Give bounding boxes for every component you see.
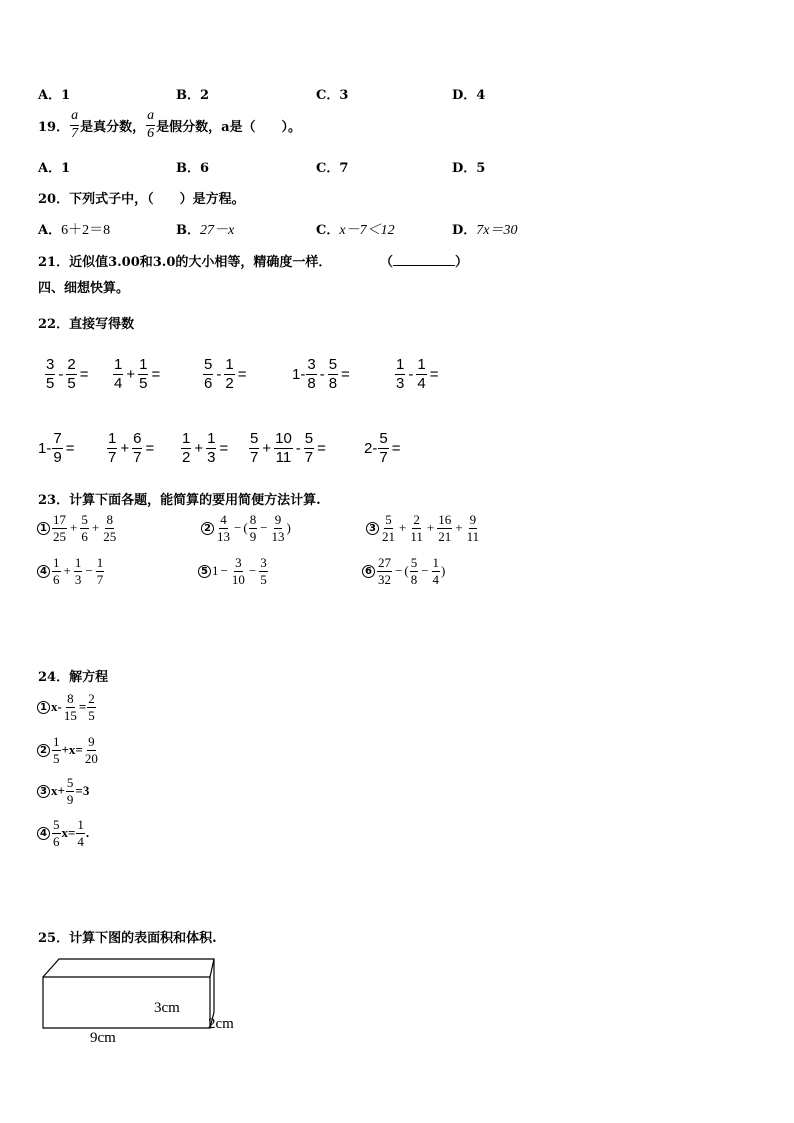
q24-eq3-den1: 9 <box>66 791 74 807</box>
q23-problem-6 <box>362 556 445 586</box>
q22-e6-eq: = <box>65 439 75 457</box>
q24-eq4-num1: 5 <box>53 817 60 832</box>
circle-number-6: 6 <box>362 565 375 578</box>
q19-option-a[interactable]: A．1 <box>38 161 71 176</box>
q22-e3-op: - <box>216 365 222 383</box>
q24-eq1-num1: 8 <box>67 691 74 706</box>
q23-p1-num3: 8 <box>106 512 113 527</box>
q20-option-d-expr: 7x＝30 <box>476 223 518 238</box>
q23-p5-den2: 5 <box>260 571 267 587</box>
q22-e5-op: - <box>408 365 414 383</box>
circle-number-2: 2 <box>201 522 214 535</box>
q23-p2-op1: − <box>234 520 242 536</box>
q23-problem-1 <box>37 513 118 543</box>
q23-p6-lparen: ( <box>404 563 409 579</box>
q24-eq2-mid: +x= <box>61 742 83 758</box>
q22-e5-eq: = <box>429 365 439 383</box>
q23-p1-num1: 17 <box>53 512 66 527</box>
q24-eq2-den1: 5 <box>53 750 60 766</box>
q23-p3-num3: 16 <box>438 512 452 527</box>
q24-equation-4 <box>37 818 89 848</box>
q23-p1-num2: 5 <box>81 512 88 527</box>
q23-p2-den1: 13 <box>217 528 230 544</box>
q23-p4-den1: 6 <box>53 571 60 587</box>
q23-p6-num2: 5 <box>410 555 418 570</box>
q24-eq2-num1: 1 <box>53 734 60 749</box>
q23-p2-den3: 13 <box>271 528 285 544</box>
q22-expr-2 <box>112 357 162 392</box>
q22-e4-den1: 8 <box>307 374 316 392</box>
q24-equation-3 <box>37 776 89 806</box>
q22-e5-den2: 4 <box>417 374 426 392</box>
q22-e9-num2: 10 <box>275 430 292 447</box>
q22-e4-num1: 3 <box>307 356 316 373</box>
q22-title: 22．直接写得数 <box>38 317 135 332</box>
q23-p3-num1: 5 <box>385 512 392 527</box>
q22-e8-den1: 2 <box>182 448 191 466</box>
cuboid-front-face <box>43 977 210 1028</box>
q23-p3-op1: + <box>399 520 407 536</box>
q22-e3-num2: 1 <box>225 356 234 373</box>
q20-option-c[interactable] <box>316 219 395 239</box>
q21-blank-line <box>393 253 455 266</box>
q19-question <box>38 109 301 141</box>
q23-p5-den1: 10 <box>231 571 245 587</box>
q22-expr-5 <box>394 357 440 392</box>
q23-p1-den3: 25 <box>103 528 117 544</box>
cuboid-length-label: 9cm <box>90 1030 116 1046</box>
q23-p2-op2: − <box>260 520 268 536</box>
q23-p2-num1: 4 <box>220 512 227 527</box>
cuboid-depth-label: 2cm <box>208 1016 234 1032</box>
q23-p5-num2: 3 <box>260 555 267 570</box>
q22-expr-7 <box>106 431 156 466</box>
circle-number-3: 3 <box>37 785 50 798</box>
q23-p5-op1: − <box>248 563 257 579</box>
q22-e9-den3: 7 <box>304 448 314 466</box>
q22-e4-eq: = <box>341 365 350 383</box>
q22-e5-den1: 3 <box>396 374 405 392</box>
q19-option-b[interactable]: B．6 <box>176 161 210 176</box>
circle-number-2: 2 <box>37 744 50 757</box>
q20-option-b[interactable] <box>176 219 234 239</box>
q22-e6-den1: 9 <box>53 448 62 466</box>
q22-e1-eq: = <box>79 365 89 383</box>
q23-p3-op2: + <box>426 520 435 536</box>
q25-title: 25．计算下图的表面积和体积. <box>38 931 217 946</box>
q23-p6-op2: − <box>421 563 429 579</box>
q24-eq2-den2: 20 <box>84 750 98 766</box>
q24-eq1-num2: 2 <box>88 691 95 706</box>
q22-e3-den2: 2 <box>225 374 234 392</box>
q23-problem-2 <box>201 513 291 543</box>
q22-e2-eq: = <box>151 365 161 383</box>
q20-option-c-label: C． <box>316 223 340 238</box>
q20-option-b-label: B． <box>176 223 200 238</box>
q22-e9-op2: - <box>295 439 301 457</box>
q22-expr-6 <box>38 431 76 466</box>
q18-option-c[interactable]: C．3 <box>316 88 349 103</box>
q24-eq1-den1: 15 <box>63 707 77 723</box>
q22-e5-num1: 1 <box>396 356 405 373</box>
q22-e4-op: - <box>319 365 325 383</box>
q22-e2-den1: 4 <box>114 374 123 392</box>
q22-e10-eq: = <box>391 439 401 457</box>
q24-eq4-num2: 1 <box>77 817 84 832</box>
q19-number: 19． <box>38 119 70 135</box>
q22-e4-num2: 5 <box>328 356 338 373</box>
q21-question: 21．近似值3.00和3.0的大小相等，精确度一样． <box>38 255 332 270</box>
q20-option-d[interactable] <box>452 219 518 239</box>
circle-number-1: 1 <box>37 701 50 714</box>
q19-fraction-1: $\frac{a}{7}$ <box>71 108 79 141</box>
q24-eq4-den2: 4 <box>77 833 84 849</box>
q24-eq3-post: =3 <box>75 783 90 799</box>
q21-bracket-close: ） <box>455 255 469 270</box>
q22-e1-op: - <box>58 365 64 383</box>
q22-e7-num2: 6 <box>133 430 142 447</box>
q23-p5-pre: 1 <box>212 563 219 579</box>
q23-p4-op1: + <box>63 563 71 579</box>
circle-number-4: 4 <box>37 565 50 578</box>
q22-e3-den1: 6 <box>204 374 213 392</box>
q24-eq3-num1: 5 <box>66 775 74 790</box>
q22-e6-pre: 1- <box>38 439 52 457</box>
q23-p3-den4: 11 <box>466 528 480 544</box>
q23-p1-den1: 25 <box>53 528 66 544</box>
q23-p4-num2: 1 <box>74 555 82 570</box>
q22-e7-den2: 7 <box>133 448 142 466</box>
q23-p5-op0: − <box>220 563 228 579</box>
q22-e2-num1: 1 <box>114 356 123 373</box>
q19-option-d[interactable]: D．5 <box>452 161 486 176</box>
q23-problem-4 <box>37 556 105 586</box>
q22-e10-den1: 7 <box>379 448 388 466</box>
q22-expr-3 <box>202 357 248 392</box>
q19-option-c[interactable]: C．7 <box>316 161 349 176</box>
q24-eq2-num2: 9 <box>88 734 95 749</box>
circle-number-3: 3 <box>366 522 379 535</box>
q22-e9-op1: + <box>262 439 272 457</box>
q22-e10-num1: 5 <box>379 430 388 447</box>
q22-e9-den1: 7 <box>250 448 259 466</box>
q23-p4-den3: 7 <box>96 571 104 587</box>
q22-e8-op: + <box>194 439 204 457</box>
q23-p3-den3: 21 <box>438 528 452 544</box>
q18-option-b[interactable]: B．2 <box>176 88 210 103</box>
q22-e7-eq: = <box>145 439 155 457</box>
q22-e7-num1: 1 <box>108 430 117 447</box>
q22-e1-den1: 5 <box>46 374 55 392</box>
q23-p2-num3: 9 <box>274 512 282 527</box>
q23-p6-den3: 4 <box>432 571 440 587</box>
q23-p6-num3: 1 <box>432 555 440 570</box>
q23-p2-rparen: ) <box>286 520 291 536</box>
q23-p5-num1: 3 <box>235 555 242 570</box>
section-4-heading: 四、细想快算。 <box>38 281 130 296</box>
q23-p2-num2: 8 <box>249 512 257 527</box>
q18-option-d[interactable]: D．4 <box>452 88 486 103</box>
q18-option-a[interactable]: A．1 <box>38 88 71 103</box>
cuboid-height-label: 3cm <box>154 1000 180 1016</box>
q23-p6-den1: 32 <box>378 571 391 587</box>
q22-expr-10 <box>364 431 402 466</box>
q22-e5-num2: 1 <box>417 356 426 373</box>
q19-fraction-2: $\frac{a}{6}$ <box>147 108 155 141</box>
q22-e2-op: + <box>126 365 136 383</box>
q22-e4-den2: 8 <box>328 374 338 392</box>
q21-bracket-open: （ <box>380 255 394 270</box>
q23-p2-lparen: ( <box>243 520 248 536</box>
q24-eq4-den1: 6 <box>53 833 60 849</box>
q23-p4-num3: 1 <box>96 555 104 570</box>
q23-p2-den2: 9 <box>249 528 257 544</box>
q23-p3-den1: 21 <box>382 528 395 544</box>
q22-expr-9 <box>248 431 328 466</box>
q23-p3-num2: 2 <box>413 512 420 527</box>
q23-p6-num1: 27 <box>378 555 391 570</box>
q24-eq4-mid: x= <box>61 825 76 841</box>
q24-eq1-pre: x- <box>51 699 62 715</box>
q22-e9-num1: 5 <box>250 430 259 447</box>
circle-number-1: 1 <box>37 522 50 535</box>
q22-e8-num2: 1 <box>207 430 216 447</box>
q23-title: 23．计算下面各题，能简算的要用简便方法计算. <box>38 493 321 508</box>
q24-title: 24．解方程 <box>38 670 109 685</box>
q22-e2-num2: 1 <box>139 356 148 373</box>
q20-question: 20．下列式子中，（ ）是方程。 <box>38 192 245 207</box>
q22-e9-num3: 5 <box>304 430 314 447</box>
cuboid-diagram <box>30 950 270 1050</box>
q24-equation-2 <box>37 735 100 765</box>
q24-eq1-eq: = <box>78 699 87 715</box>
cuboid-top-face <box>43 959 214 977</box>
q22-e3-num1: 5 <box>204 356 213 373</box>
q22-e9-eq: = <box>317 439 326 457</box>
q23-problem-5 <box>198 556 269 586</box>
q20-option-c-expr: x－7＜12 <box>339 223 395 238</box>
q22-e9-den2: 11 <box>275 448 292 466</box>
q19-text-2: 是假分数，a是（ ）。 <box>156 119 302 135</box>
circle-number-5: 5 <box>198 565 211 578</box>
q22-e1-num1: 3 <box>46 356 55 373</box>
q19-text-1: 是真分数， <box>80 119 146 135</box>
q23-p3-den2: 11 <box>410 528 423 544</box>
q22-expr-4 <box>292 357 352 392</box>
q23-p4-op2: − <box>85 563 93 579</box>
circle-number-4: 4 <box>37 827 50 840</box>
q22-e8-eq: = <box>219 439 229 457</box>
q23-p3-num4: 9 <box>469 512 477 527</box>
q23-p1-op2: + <box>91 520 100 536</box>
q22-e7-op: + <box>120 439 130 457</box>
q20-option-d-label: D． <box>452 223 477 238</box>
q20-option-b-expr: 27－x <box>200 223 235 238</box>
q24-eq4-post: . <box>85 825 90 841</box>
q22-e8-den2: 3 <box>207 448 216 466</box>
q23-p1-op1: + <box>70 520 78 536</box>
q24-eq3-pre: x+ <box>51 783 65 799</box>
q22-e1-den2: 5 <box>67 374 76 392</box>
q20-option-a-label: A． <box>38 223 62 238</box>
q22-expr-8 <box>180 431 230 466</box>
q20-option-a-expr: 6＋2＝8 <box>61 223 111 238</box>
q23-p6-den2: 8 <box>410 571 418 587</box>
q21-answer-blank[interactable] <box>380 251 468 270</box>
q22-e10-pre: 2- <box>364 439 378 457</box>
q22-e2-den2: 5 <box>139 374 148 392</box>
q23-p3-op3: + <box>455 520 463 536</box>
q24-equation-1 <box>37 692 97 722</box>
q23-p1-den2: 6 <box>81 528 88 544</box>
q22-expr-1 <box>44 357 90 392</box>
q22-e6-num1: 7 <box>53 430 62 447</box>
q22-e1-num2: 2 <box>67 356 76 373</box>
q23-p6-op1: − <box>395 563 403 579</box>
q22-e7-den1: 7 <box>108 448 117 466</box>
q23-p4-num1: 1 <box>53 555 60 570</box>
q23-problem-3 <box>366 513 481 543</box>
q23-p4-den2: 3 <box>74 571 82 587</box>
q22-e8-num1: 1 <box>182 430 191 447</box>
q22-e3-eq: = <box>237 365 247 383</box>
q23-p6-rparen: ) <box>441 563 446 579</box>
q24-eq1-den2: 5 <box>88 707 95 723</box>
q22-e4-pre: 1- <box>292 365 306 383</box>
q20-option-a[interactable] <box>38 219 110 239</box>
